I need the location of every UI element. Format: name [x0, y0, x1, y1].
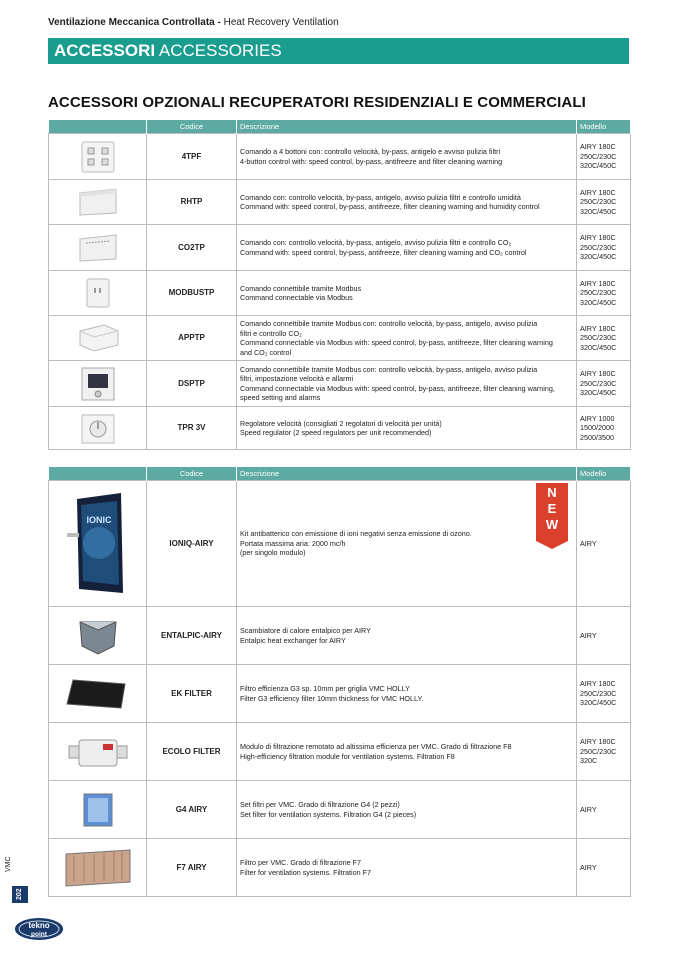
description-line: Filter G3 efficiency filter 10mm thickness for VMC HOLLY.: [240, 693, 424, 703]
accessories-table-controls: [48, 120, 631, 450]
product-code: RHTP: [147, 180, 237, 225]
description-line: High-efficiency filtration module for ventilation systems. Filtration F8: [240, 751, 455, 761]
svg-text:tekno: tekno: [28, 921, 50, 930]
running-header-rest: Heat Recovery Ventilation: [223, 17, 339, 28]
model-line: AIRY 180C: [580, 142, 616, 152]
header-codice: Codice: [147, 467, 237, 481]
description-line: Comando connettibile tramite Modbus con: controllo velocità, by-pass, antigelo, avviso pulizia: [240, 364, 538, 374]
svg-text:point: point: [31, 931, 47, 938]
description-line: Portata massima aria: 2000 mc/h: [240, 538, 346, 548]
product-description: [237, 723, 577, 781]
product-code: CO2TP: [147, 225, 237, 271]
model-line: AIRY: [580, 804, 597, 814]
model-line: 320C/450C: [580, 206, 617, 216]
header-image: [49, 467, 147, 481]
description-line: Filtro efficienza G3 sp. 10mm per griglia VMC HOLLY: [240, 684, 410, 693]
table-row: [49, 723, 631, 781]
section-banner: [48, 38, 629, 64]
description-line: Comando con: controllo velocità, by-pass, antigelo, avviso pulizia filtri e controllo umidità: [240, 192, 521, 202]
product-code: ENTALPIC-AIRY: [147, 607, 237, 665]
product-description: [237, 781, 577, 839]
model-line: 250C/230C: [580, 242, 617, 252]
product-description: [237, 134, 577, 180]
model-line: 250C/230C: [580, 197, 617, 207]
description-line: and CO₂ control: [240, 347, 292, 357]
description-line: Comando a 4 bottoni con: controllo velocità, by-pass, antigelo e avviso pulizia filtri: [240, 147, 501, 156]
product-code: TPR 3V: [147, 407, 237, 450]
product-image: [49, 781, 147, 839]
header-modello: Modello: [577, 120, 631, 134]
product-code: IONIQ-AIRY: [147, 481, 237, 607]
description-line: (per singolo modulo): [240, 548, 306, 558]
description-line: Scambiatore di calore entalpico per AIRY: [240, 626, 371, 635]
product-model: [577, 316, 631, 361]
description-line: Command connectable via Modbus with: speed control, by-pass, antifreeze, filter cleaning warning,: [240, 383, 555, 393]
model-line: 2500/3500: [580, 432, 614, 442]
model-line: AIRY 180C: [580, 278, 616, 288]
product-image: [49, 607, 147, 665]
running-header-bold: Ventilazione Meccanica Controllata -: [48, 17, 221, 28]
model-line: 320C/450C: [580, 297, 617, 307]
description-line: Command connectable via Modbus: [240, 293, 353, 302]
product-code: APPTP: [147, 316, 237, 361]
description-line: Set filter for ventilation systems. Filtration G4 (2 pieces): [240, 809, 417, 819]
product-description: [237, 665, 577, 723]
description-line: Filtro per VMC. Grado di filtrazione F7: [240, 858, 362, 867]
product-description: [237, 361, 577, 407]
section-label: VMC: [5, 856, 12, 872]
header-modello: Modello: [577, 467, 631, 481]
table-row: [49, 361, 631, 407]
table-row: [49, 225, 631, 271]
product-image: [49, 134, 147, 180]
header-image: [49, 120, 147, 134]
product-image: [49, 407, 147, 450]
product-image: [49, 316, 147, 361]
model-line: 250C/230C: [580, 746, 617, 756]
table-row: [49, 134, 631, 180]
product-model: [577, 665, 631, 723]
product-code: 4TPF: [147, 134, 237, 180]
table-header-row: [49, 120, 631, 134]
model-line: 250C/230C: [580, 333, 617, 343]
header-descrizione: Descrizione: [237, 467, 577, 481]
product-model: [577, 607, 631, 665]
table-header-row: [49, 467, 631, 481]
model-line: 250C/230C: [580, 288, 617, 298]
product-description: [237, 407, 577, 450]
product-image: [49, 271, 147, 316]
model-line: 320C/450C: [580, 252, 617, 262]
model-line: AIRY 1000: [580, 413, 615, 423]
product-description: [237, 481, 577, 607]
model-line: 320C/450C: [580, 161, 617, 171]
product-image: [49, 723, 147, 781]
product-code: G4 AIRY: [147, 781, 237, 839]
product-model: [577, 723, 631, 781]
product-model: [577, 134, 631, 180]
description-line: Command with: speed control, by-pass, antifreeze, filter cleaning warning and CO₂ control: [240, 247, 527, 257]
product-description: [237, 607, 577, 665]
model-line: 320C/450C: [580, 342, 617, 352]
product-image: [49, 481, 147, 607]
product-code: F7 AIRY: [147, 839, 237, 897]
description-line: Speed regulator (2 speed regulators per unit recommended): [240, 428, 432, 437]
product-description: [237, 180, 577, 225]
table-row: [49, 839, 631, 897]
model-line: AIRY 180C: [580, 737, 616, 747]
model-line: AIRY: [580, 862, 597, 872]
svg-text:IONIC: IONIC: [85, 514, 112, 525]
product-image: [49, 665, 147, 723]
product-model: [577, 361, 631, 407]
description-line: speed setting and alarms: [240, 393, 321, 402]
model-line: AIRY: [580, 538, 597, 548]
product-image: [49, 839, 147, 897]
banner-rest: ACCESSORIES: [158, 41, 282, 60]
product-image: [49, 180, 147, 225]
model-line: 1500/2000: [580, 423, 614, 433]
description-line: Regolatore velocità (consigliati 2 regolatori di velocità per unità): [240, 418, 442, 428]
description-line: 4-button control with: speed control, by-pass, antifreeze and filter cleaning warning: [240, 156, 503, 166]
product-model: [577, 481, 631, 607]
product-code: EK FILTER: [147, 665, 237, 723]
description-line: Comando connettibile tramite Modbus: [240, 283, 362, 293]
description-line: filtri, impostazione velocità e allarmi: [240, 374, 354, 383]
description-line: Command with: speed control, by-pass, antifreeze, filter cleaning warning and humidity control: [240, 202, 540, 211]
product-model: [577, 407, 631, 450]
product-model: [577, 271, 631, 316]
product-code: MODBUSTP: [147, 271, 237, 316]
model-line: AIRY 180C: [580, 323, 616, 333]
model-line: 320C/450C: [580, 698, 617, 708]
model-line: 320C: [580, 756, 598, 766]
svg-text:NEW: N E W: [545, 485, 559, 532]
description-line: Comando connettibile tramite Modbus con: controllo velocità, by-pass, antigelo, avviso pulizia: [240, 319, 538, 328]
description-line: Set filtri per VMC. Grado di filtrazione G4 (2 pezzi): [240, 800, 400, 809]
product-image: [49, 361, 147, 407]
tekno-point-logo: [14, 916, 64, 942]
product-description: [237, 225, 577, 271]
table-row: [49, 607, 631, 665]
table-row: [49, 180, 631, 225]
product-model: [577, 225, 631, 271]
product-description: [237, 316, 577, 361]
table-row: [49, 781, 631, 839]
description-line: Entalpic heat exchanger for AIRY: [240, 635, 346, 645]
table-row: [49, 271, 631, 316]
model-line: AIRY: [580, 630, 597, 640]
header-descrizione: Descrizione: [237, 120, 577, 134]
banner-bold: ACCESSORI: [54, 41, 156, 60]
product-description: [237, 839, 577, 897]
product-model: [577, 839, 631, 897]
page-title: ACCESSORI OPZIONALI RECUPERATORI RESIDENZIALI E COMMERCIALI: [48, 94, 586, 111]
product-model: [577, 180, 631, 225]
running-header: [48, 17, 339, 28]
product-description: [237, 271, 577, 316]
product-model: [577, 781, 631, 839]
model-line: AIRY 180C: [580, 369, 616, 379]
header-codice: Codice: [147, 120, 237, 134]
model-line: AIRY 180C: [580, 233, 616, 243]
description-line: Kit antibatterico con emissione di ioni negativi senza emissione di ozono.: [240, 529, 472, 539]
product-image: [49, 225, 147, 271]
new-badge: [534, 483, 570, 549]
description-line: filtri e controllo CO₂: [240, 328, 302, 338]
description-line: Modulo di filtrazione remotato ad altissima efficienza per VMC. Grado di filtrazione F8: [240, 742, 512, 751]
model-line: AIRY 180C: [580, 679, 616, 689]
table-row: [49, 665, 631, 723]
description-line: Comando con: controllo velocità, by-pass, antigelo, avviso pulizia filtri e controllo CO₂: [240, 238, 512, 247]
description-line: Filter for ventilation systems. Filtration F7: [240, 867, 372, 877]
table-row: [49, 407, 631, 450]
table-row: [49, 316, 631, 361]
description-line: Command connectable via Modbus with: speed control, by-pass, antifreeze, filter cleaning warning: [240, 338, 553, 347]
page-number: 202: [12, 886, 28, 903]
model-line: 250C/230C: [580, 378, 617, 388]
model-line: 320C/450C: [580, 388, 617, 398]
model-line: 250C/230C: [580, 688, 617, 698]
product-code: DSPTP: [147, 361, 237, 407]
model-line: 250C/230C: [580, 151, 617, 161]
product-code: ECOLO FILTER: [147, 723, 237, 781]
model-line: AIRY 180C: [580, 187, 616, 197]
